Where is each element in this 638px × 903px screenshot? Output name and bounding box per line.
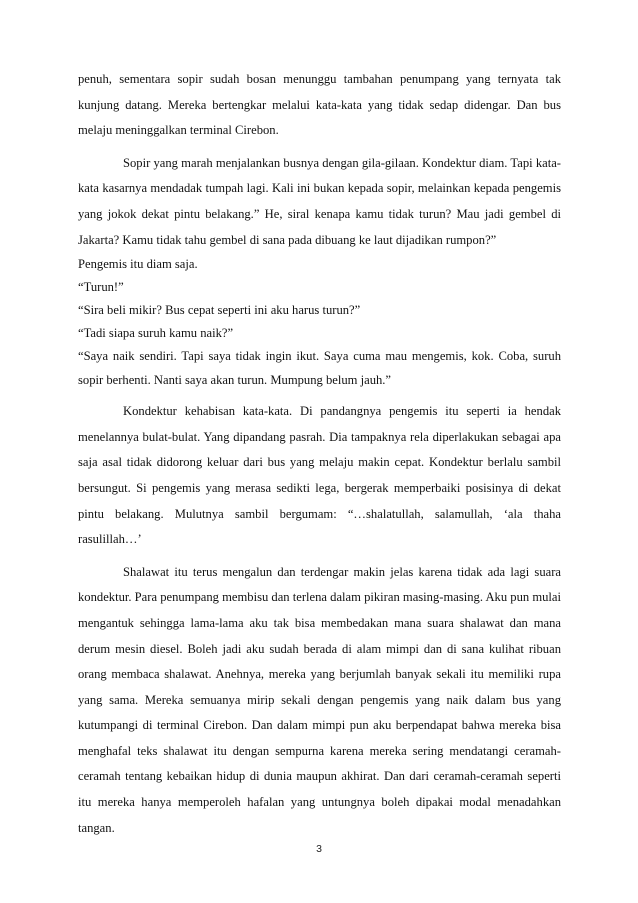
page-number: 3	[316, 843, 322, 855]
dialog-line-tadi: “Tadi siapa suruh kamu naik?”	[78, 326, 234, 341]
dialog-line-sira: “Sira beli mikir? Bus cepat seperti ini aku harus turun?”	[78, 303, 361, 318]
dialog-line-turun: “Turun!”	[78, 280, 124, 295]
paragraph-driver-angry: Sopir yang marah menjalankan busnya dengan gila-gilaan. Kondektur diam. Tapi kata-kata kasarnya mendadak tumpah lagi. Kali ini bukan kepada sopir, melainkan kepada pengemis yang jokok dekat pintu belakang.” He, siral kenapa kamu tidak turun? Mau jadi gembel di Jakarta? Kamu tidak tahu gembel di sana pada dibuang ke laut dijadikan rumpon?”	[78, 155, 561, 247]
paragraph-shalawat: Shalawat itu terus mengalun dan terdengar makin jelas karena tidak ada lagi suara kondektur. Para penumpang membisu dan terlena dalam pikiran masing-masing. Aku pun mulai mengantuk sehingga lama-lama aku tak bisa membedakan mana suara shalawat dan mana derum mesin diesel. Boleh jadi aku sudah berada di alam mimpi dan di sana kulihat ribuan orang membaca shalawat. Anehnya, mereka yang berjumlah banyak sekali itu memiliki rupa yang sama. Mereka semuanya mirip sekali dengan pengemis yang naik dalam bus yang kutumpangi di terminal Cirebon. Dan dalam mimpi pun aku berpendapat bahwa mereka bisa menghafal teks shalawat itu dengan sempurna karena mereka sering mendatangi ceramah-ceramah tentang kebaikan hidup di dunia maupun akhirat. Dan dari ceramah-ceramah seperti itu mereka hanya memperoleh hafalan yang untungnya boleh dipakai modal menadahkan tangan.	[78, 564, 562, 835]
dialog-line-saya-naik: “Saya naik sendiri. Tapi saya tidak ingin ikut. Saya cuma mau mengemis, kok. Coba, suruh sopir berhenti. Nanti saya akan turun. Mumpung belum jauh.”	[78, 349, 561, 387]
paragraph-continuation: penuh, sementara sopir sudah bosan menunggu tambahan penumpang yang ternyata tak kunjung datang. Mereka bertengkar melalui kata-kata yang tidak sedap didengar. Dan bus melaju meninggalkan terminal Cirebon.	[78, 72, 561, 138]
body-text	[78, 67, 561, 841]
paragraph-conductor: Kondektur kehabisan kata-kata. Di pandangnya pengemis itu seperti ia hendak menelannya bulat-bulat. Yang dipandang pasrah. Dia tampaknya rela diperlakukan sebagai apa saja asal tidak didorong keluar dari bus yang melaju makin cepat. Kondektur berlalu sambil bersungut. Si pengemis yang merasa sedikti lega, bergerak memperbaiki posisinya di dekat pintu belakang. Mulutnya sambil bergumam: “…shalatullah, salamullah, ‘ala thaha rasulillah…’	[78, 404, 561, 547]
dialog-line-beggar-silent: Pengemis itu diam saja.	[78, 257, 198, 272]
